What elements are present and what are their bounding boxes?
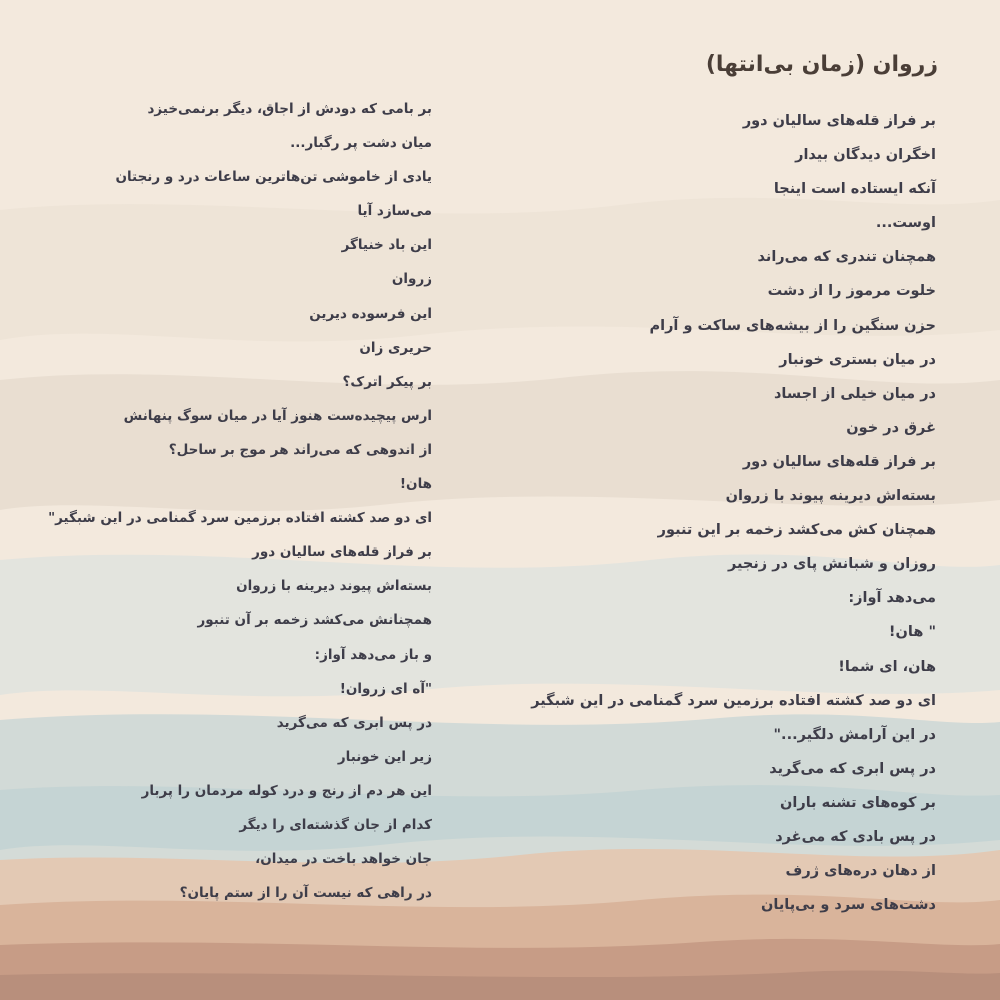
poem-line: بر فراز قله‌های سالیان دور xyxy=(742,453,936,470)
poem-column-left xyxy=(32,92,432,910)
poem-line: ای دو صد کشته افتاده برزمین سرد گمنامی در این شبگیر xyxy=(531,692,936,709)
poem-line: روزان و شبانش پای در زنجیر xyxy=(727,556,936,573)
poem-line: جان خواهد باخت در میدان، xyxy=(255,851,432,868)
poem-line: بسته‌اش پیوند دیرینه با زروان xyxy=(236,578,432,595)
poem-line: بر فراز قله‌های سالیان دور xyxy=(252,544,432,561)
poem-line: غرق در خون xyxy=(846,419,936,436)
poem-line: از اندوهی که می‌راند هر موج بر ساحل؟ xyxy=(168,441,432,458)
poem-title: زروان (زمان بی‌انتها) xyxy=(705,52,938,77)
poem-line: در این آرامش دلگیر..." xyxy=(773,726,936,743)
poem-line: خلوت مرموز را از دشت xyxy=(767,283,936,300)
poem-line: بر پیکر اترک؟ xyxy=(342,373,432,390)
poem-line: در میان خیلی از اجساد xyxy=(773,385,936,402)
poem-line: زیر این خونبار xyxy=(337,748,432,765)
poem-line: میان دشت پر رگبار... xyxy=(290,135,432,152)
poem-line: هان، ای شما! xyxy=(838,658,936,675)
poem-line: همچنان کش می‌کشد زخمه بر این تنبور xyxy=(657,522,936,539)
poem-line: "آه ای زروان! xyxy=(339,680,432,697)
poem-line: بر کوه‌های تشنه باران xyxy=(780,794,936,811)
poem-line: همچنان تندری که می‌راند xyxy=(757,249,936,266)
poem-line: همچنانش می‌کشد زخمه بر آن تنبور xyxy=(197,612,432,629)
poem-line: در پس ابری که می‌گرید xyxy=(769,760,936,777)
poem-line: حریری زان xyxy=(359,339,432,356)
poem-line: در پس بادی که می‌غرد xyxy=(775,828,936,845)
poem-line: بسته‌اش دیرینه پیوند با زروان xyxy=(725,488,936,505)
poem-line: و باز می‌دهد آواز: xyxy=(314,646,432,663)
poem-line: حزن سنگین را از بیشه‌های ساکت و آرام xyxy=(649,317,936,334)
poem-line: بر بامی که دودش از اجاق، دیگر برنمی‌خیزد xyxy=(147,101,432,117)
poem-line: کدام از جان گذشته‌ای را دیگر xyxy=(239,816,432,833)
poem-line: این باد خنیاگر xyxy=(341,237,432,254)
poem-line: از دهان دره‌های ژرف xyxy=(785,863,936,880)
poem-line: ارس پیچیده‌ست هنوز آیا در میان سوگ پنهانش xyxy=(123,407,432,424)
poem-line: اخگران دیدگان بیدار xyxy=(795,147,936,164)
poem-line: آنکه ایستاده است اینجا xyxy=(773,181,936,198)
poem-line: این هر دم از رنج و درد کوله مردمان را پربار xyxy=(141,782,432,799)
poem-line: اوست... xyxy=(875,215,936,232)
poem-line: در راهی که نیست آن را از ستم پایان؟ xyxy=(179,885,432,902)
poem-line: می‌دهد آواز: xyxy=(848,590,936,607)
poem-line: ای دو صد کشته افتاده برزمین سرد گمنامی در این شبگیر" xyxy=(48,510,432,527)
poem-line: یادی از خاموشی تن‌هاترین ساعات درد و رنجتان xyxy=(115,169,432,186)
poem-line: در میان بستری خونبار xyxy=(779,351,936,368)
poem-line: در پس ابری که می‌گرید xyxy=(276,714,432,731)
poem-line: بر فراز قله‌های سالیان دور xyxy=(742,113,936,129)
poem-line: زروان xyxy=(391,271,432,288)
poem-column-right xyxy=(526,104,936,922)
poem-line: " هان! xyxy=(888,624,936,641)
poem-line: می‌سازد آیا xyxy=(357,203,432,220)
poem-line: دشت‌های سرد و بی‌پایان xyxy=(761,897,936,914)
poem-line: هان! xyxy=(399,476,432,493)
poem-line: این فرسوده دیرین xyxy=(309,305,432,322)
